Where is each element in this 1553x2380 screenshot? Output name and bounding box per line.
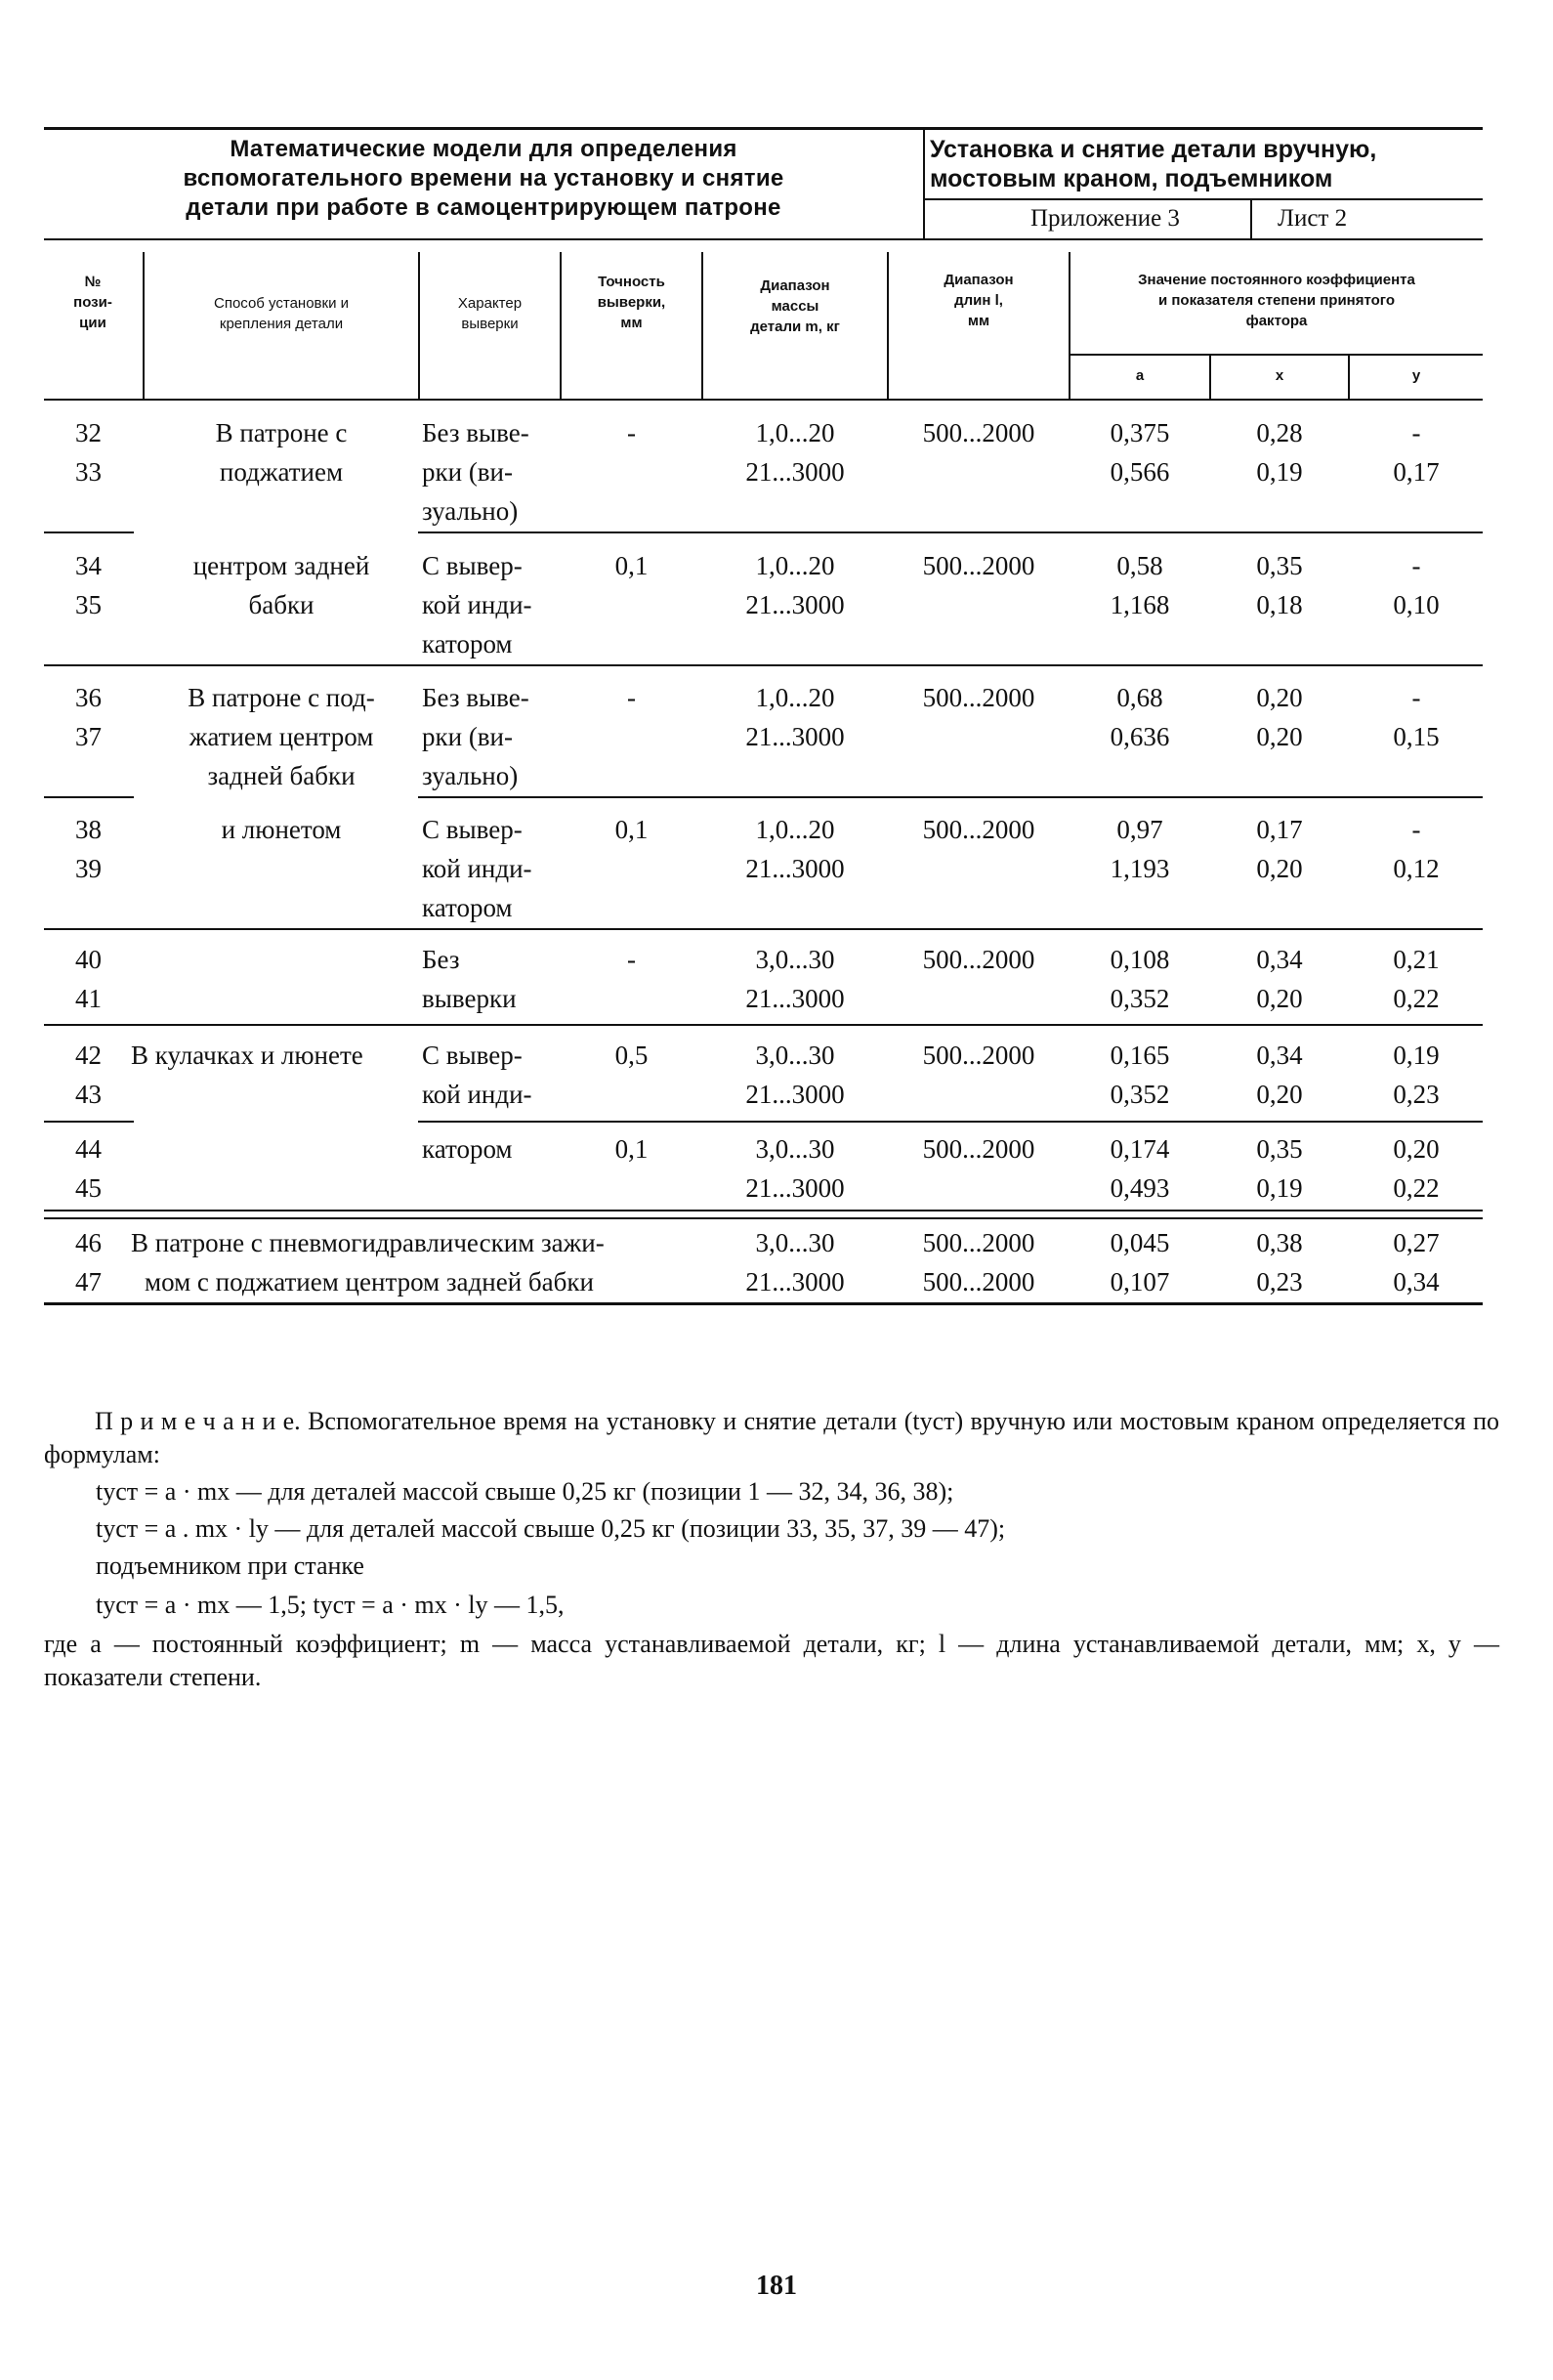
col-header-align: Характер выверки (457, 295, 523, 332)
col-header-accuracy: Точность выверки, мм (597, 274, 666, 331)
coef-a-cell: 0,045 0,107 (1110, 1228, 1170, 1296)
coef-x-cell: 0,38 0,23 (1256, 1228, 1303, 1296)
table-top-border (44, 127, 1483, 130)
col-header-method: Способ установки и крепления детали (213, 295, 350, 332)
coef-y-cell: 0,19 0,23 (1393, 1041, 1440, 1109)
coef-a-cell: 0,58 1,168 (1110, 551, 1170, 619)
coef-y-cell: 0,27 0,34 (1393, 1228, 1440, 1296)
accuracy-cell: 0,1 (614, 815, 649, 844)
pos-40: 40 (75, 945, 102, 974)
pos-35: 35 (75, 590, 102, 619)
sheet-label: Лист 2 (1278, 205, 1348, 232)
pos-46: 46 (75, 1228, 102, 1257)
method-cell: и люнетом (221, 815, 342, 844)
mass-cell: 3,0...30 21...3000 (745, 1134, 845, 1203)
coef-a-cell: 0,97 1,193 (1110, 815, 1170, 883)
mass-cell: 1,0...20 21...3000 (745, 683, 845, 751)
mass-cell: 3,0...30 21...3000 (745, 1228, 845, 1296)
note-label: П р и м е ч а н и е. (95, 1407, 301, 1435)
col-header-y: y (1411, 367, 1421, 384)
mass-cell: 3,0...30 21...3000 (745, 945, 845, 1013)
pos-42: 42 (75, 1041, 102, 1070)
coef-y-cell: - 0,17 (1393, 418, 1440, 487)
accuracy-cell: 0,5 (614, 1041, 649, 1070)
pos-37: 37 (75, 722, 102, 751)
appendix-top-line (923, 198, 1483, 200)
align-cell: Без выве- рки (ви- зуально) (422, 683, 529, 790)
coef-x-cell: 0,28 0,19 (1256, 418, 1303, 487)
accuracy-cell: 0,1 (614, 1134, 649, 1164)
coef-y-cell: - 0,10 (1393, 551, 1440, 619)
pos-39: 39 (75, 854, 102, 883)
pos-41: 41 (75, 984, 102, 1013)
pos-34: 34 (75, 551, 102, 580)
col-header-mass: Диапазон массы детали m, кг (750, 277, 840, 335)
col-header-x: x (1275, 367, 1284, 384)
table-bottom-border (44, 1302, 1483, 1305)
coef-x-cell: 0,17 0,20 (1256, 815, 1303, 883)
coef-a-cell: 0,108 0,352 (1110, 945, 1170, 1013)
align-cell: Без выверки (422, 945, 517, 1013)
length-cell: 500...2000 (922, 945, 1035, 974)
pos-38: 38 (75, 815, 102, 844)
coef-y-cell: - 0,12 (1393, 815, 1440, 883)
coef-x-cell: 0,34 0,20 (1256, 945, 1303, 1013)
coef-a-cell: 0,68 0,636 (1110, 683, 1170, 751)
method-cell: В патроне с под- жатием центром задней бабки (188, 683, 375, 790)
align-cell: С вывер- кой инди- (422, 1041, 532, 1109)
accuracy-cell: - (627, 418, 636, 447)
formula-2: tуст = a . mx · ly — для деталей массой свыше 0,25 кг (позиции 33, 35, 37, 39 — 47); (96, 1514, 1006, 1543)
align-cell: катором (422, 1134, 513, 1164)
method-cell: центром задней бабки (192, 551, 370, 619)
col-header-coef: Значение постоянного коэффициента и показателя степени принятого фактора (1138, 272, 1415, 329)
appendix-label: Приложение 3 (1030, 205, 1180, 232)
note-paragraph (44, 1405, 1499, 1471)
accuracy-cell: - (627, 945, 636, 974)
length-cell: 500...2000 (922, 1134, 1035, 1164)
coef-a-cell: 0,165 0,352 (1110, 1041, 1170, 1109)
coef-a-cell: 0,174 0,493 (1110, 1134, 1170, 1203)
length-cell: 500...2000 (922, 683, 1035, 712)
coef-a-cell: 0,375 0,566 (1110, 418, 1170, 487)
col-header-a: a (1135, 367, 1145, 384)
length-cell: 500...2000 (922, 815, 1035, 844)
coef-y-cell: 0,21 0,22 (1393, 945, 1440, 1013)
header-bottom-line (44, 399, 1483, 401)
appendix-divider (1250, 198, 1252, 239)
coef-x-cell: 0,20 0,20 (1256, 683, 1303, 751)
table-title: Математические модели для определения вспомогательного времени на установку и снятие детали при работе в самоцентрирующем патроне (183, 136, 784, 221)
pos-44: 44 (75, 1134, 102, 1164)
title-bottom-line (44, 238, 1483, 240)
coef-y-cell: 0,20 0,22 (1393, 1134, 1440, 1203)
pos-43: 43 (75, 1080, 102, 1109)
length-cell: 500...2000 (922, 418, 1035, 447)
pos-33: 33 (75, 457, 102, 487)
mass-cell: 1,0...20 21...3000 (745, 815, 845, 883)
align-cell: Без выве- рки (ви- зуально) (422, 418, 529, 526)
note-legend: где a — постоянный коэффициент; m — масса устанавливаемой детали, кг; l — длина устанавливаемой детали, мм; x, y — показатели степени. (44, 1630, 1499, 1691)
section-title: Установка и снятие детали вручную, мостовым краном, подъемником (930, 136, 1377, 192)
coef-x-cell: 0,35 0,19 (1256, 1134, 1303, 1203)
formula-3: подъемником при станке (96, 1551, 364, 1580)
coef-x-cell: 0,35 0,18 (1256, 551, 1303, 619)
note-text: Вспомогательное время на установку и снятие детали (tуст) вручную или мостовым краном определяется по формулам: (44, 1407, 1499, 1468)
accuracy-cell: 0,1 (614, 551, 649, 580)
mass-cell: 3,0...30 21...3000 (745, 1041, 845, 1109)
method-cell: В патроне с поджатием (215, 418, 348, 487)
pos-45: 45 (75, 1173, 102, 1203)
pos-36: 36 (75, 683, 102, 712)
col-header-length: Диапазон длин l, мм (944, 272, 1014, 329)
mass-cell: 1,0...20 21...3000 (745, 551, 845, 619)
mass-cell: 1,0...20 21...3000 (745, 418, 845, 487)
pos-32: 32 (75, 418, 102, 447)
page-number: 181 (756, 2271, 797, 2301)
method-cell: В кулачках и люнете (131, 1041, 363, 1070)
formula-1: tуст = a · mx — для деталей массой свыше 0,25 кг (позиции 1 — 32, 34, 36, 38); (96, 1477, 954, 1506)
align-cell: С вывер- кой инди- катором (422, 815, 532, 922)
align-cell: С вывер- кой инди- катором (422, 551, 532, 659)
formula-4: tуст = a · mx — 1,5; tуст = a · mx · ly — 1,5, (96, 1591, 565, 1619)
pos-47: 47 (75, 1267, 102, 1296)
coef-x-cell: 0,34 0,20 (1256, 1041, 1303, 1109)
length-cell: 500...2000 500...2000 (922, 1228, 1035, 1296)
length-cell: 500...2000 (922, 1041, 1035, 1070)
length-cell: 500...2000 (922, 551, 1035, 580)
accuracy-cell: - (627, 683, 636, 712)
coef-y-cell: - 0,15 (1393, 683, 1440, 751)
col-header-pos: № пози- ции (73, 274, 112, 331)
method-cell: В патроне с пневмогидравлическим зажи- мом с поджатием центром задней бабки (131, 1228, 605, 1296)
title-divider (923, 127, 925, 239)
